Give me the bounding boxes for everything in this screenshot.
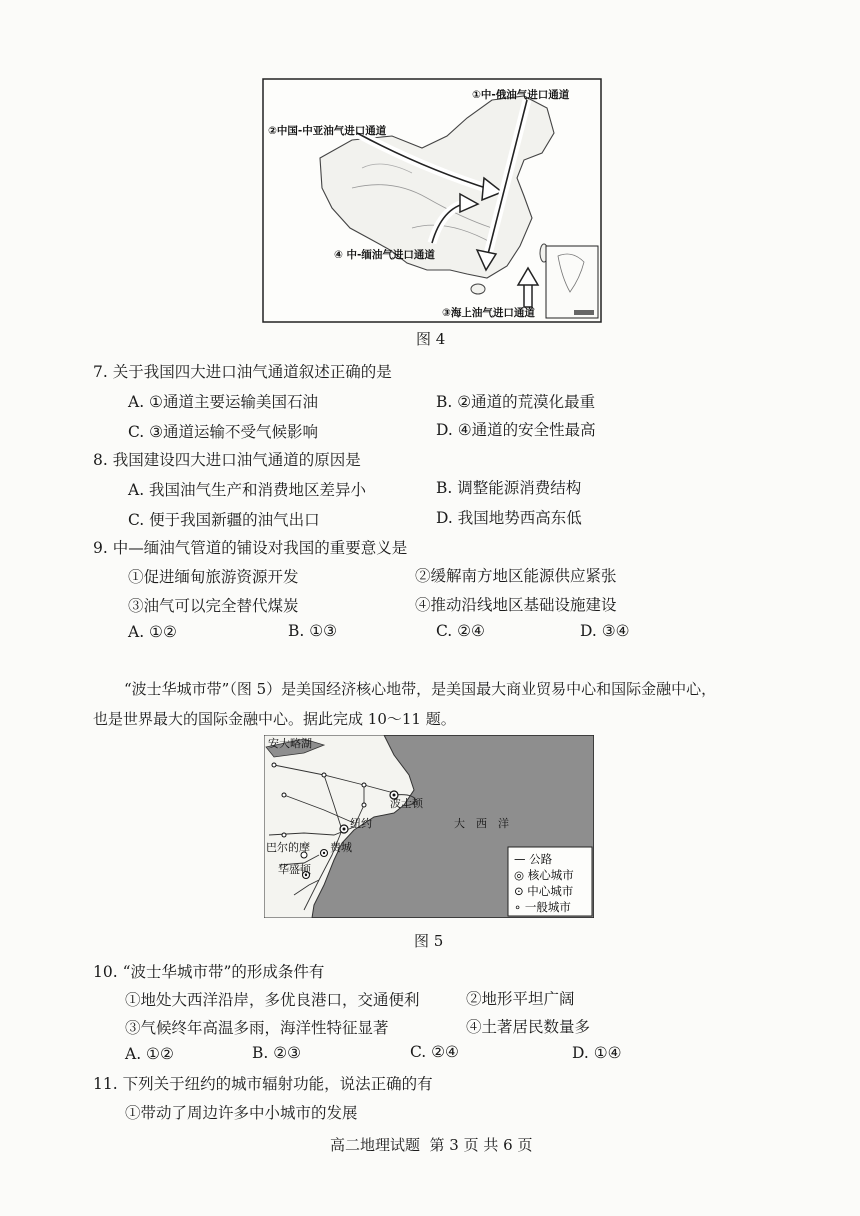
q9-option-a: A. ①② (128, 623, 177, 641)
question-7-stem: 7. 关于我国四大进口油气通道叙述正确的是 (93, 363, 392, 381)
q8-option-c: C. 便于我国新疆的油气出口 (128, 511, 320, 529)
route3-label: ③海上油气进口通道 (442, 307, 535, 319)
question-9-stem: 9. 中—缅油气管道的铺设对我国的重要意义是 (93, 539, 408, 557)
route1-label: ①中-俄油气进口通道 (472, 89, 570, 101)
q7-option-c: C. ③通道运输不受气候影响 (128, 423, 319, 441)
q9-statement-1: ①促进缅甸旅游资源开发 (128, 568, 299, 586)
q10-option-d: D. ①④ (572, 1044, 622, 1062)
q10-option-a: A. ①② (125, 1045, 174, 1063)
q9-option-d: D. ③④ (580, 622, 630, 640)
label-lake-ontario: 安大略湖 (268, 737, 312, 750)
q10-option-c: C. ②④ (410, 1043, 459, 1061)
passage-line-2: 也是世界最大的国际金融中心。据此完成 10～11 题。 (93, 710, 456, 728)
q7-option-d: D. ④通道的安全性最高 (436, 421, 596, 439)
figure-5-map (264, 735, 594, 918)
q10-statement-3: ③气候终年高温多雨，海洋性特征显著 (125, 1019, 389, 1037)
figure-4-caption: 图 4 (416, 330, 446, 348)
q7-option-a: A. ①通道主要运输美国石油 (128, 393, 318, 411)
china-map-graphic (262, 78, 602, 323)
route4-label: ④ 中-缅油气进口通道 (334, 249, 435, 261)
page-footer: 高二地理试题 第 3 页 共 6 页 (330, 1136, 533, 1154)
label-philadelphia: 费城 (330, 841, 352, 854)
passage-line-1: “波士华城市带”（图 5）是美国经济核心地带，是美国最大商业贸易中心和国际金融中心， (124, 680, 717, 698)
q8-option-a: A. 我国油气生产和消费地区差异小 (128, 481, 367, 499)
q10-statement-4: ④土著居民数量多 (466, 1018, 591, 1036)
q8-option-b: B. 调整能源消费结构 (436, 479, 582, 497)
label-baltimore: 巴尔的摩 (266, 841, 310, 854)
label-boston: 波士顿 (390, 797, 423, 810)
q8-option-d: D. 我国地势西高东低 (436, 509, 582, 527)
label-washington: 华盛顿 (278, 863, 311, 876)
boswash-map-graphic (264, 735, 594, 918)
figure-5-caption: 图 5 (414, 932, 444, 950)
q10-statement-2: ②地形平坦广阔 (466, 990, 575, 1008)
legend-central-city: ⊙ 中心城市 (514, 884, 574, 898)
q10-option-b: B. ②③ (252, 1044, 302, 1062)
q7-option-b: B. ②通道的荒漠化最重 (436, 393, 596, 411)
q11-statement-1: ①带动了周边许多中小城市的发展 (125, 1104, 358, 1122)
legend-road: — 公路 (514, 852, 553, 866)
q9-option-b: B. ①③ (288, 622, 338, 640)
q9-statement-4: ④推动沿线地区基础设施建设 (415, 596, 617, 614)
figure-4-map (262, 78, 602, 323)
label-new-york: 纽约 (350, 817, 372, 830)
q9-statement-2: ②缓解南方地区能源供应紧张 (415, 567, 617, 585)
label-atlantic: 大 西 洋 (454, 817, 509, 830)
q9-option-c: C. ②④ (436, 622, 485, 640)
question-11-stem: 11. 下列关于纽约的城市辐射功能，说法正确的有 (93, 1075, 433, 1093)
legend-general-city: ∘ 一般城市 (514, 900, 571, 914)
q10-statement-1: ①地处大西洋沿岸，多优良港口，交通便利 (125, 991, 420, 1009)
question-10-stem: 10. “波士华城市带”的形成条件有 (93, 963, 325, 981)
legend-core-city: ◎ 核心城市 (514, 868, 574, 882)
route2-label: ②中国-中亚油气进口通道 (268, 125, 387, 137)
question-8-stem: 8. 我国建设四大进口油气通道的原因是 (93, 451, 361, 469)
q9-statement-3: ③油气可以完全替代煤炭 (128, 597, 299, 615)
